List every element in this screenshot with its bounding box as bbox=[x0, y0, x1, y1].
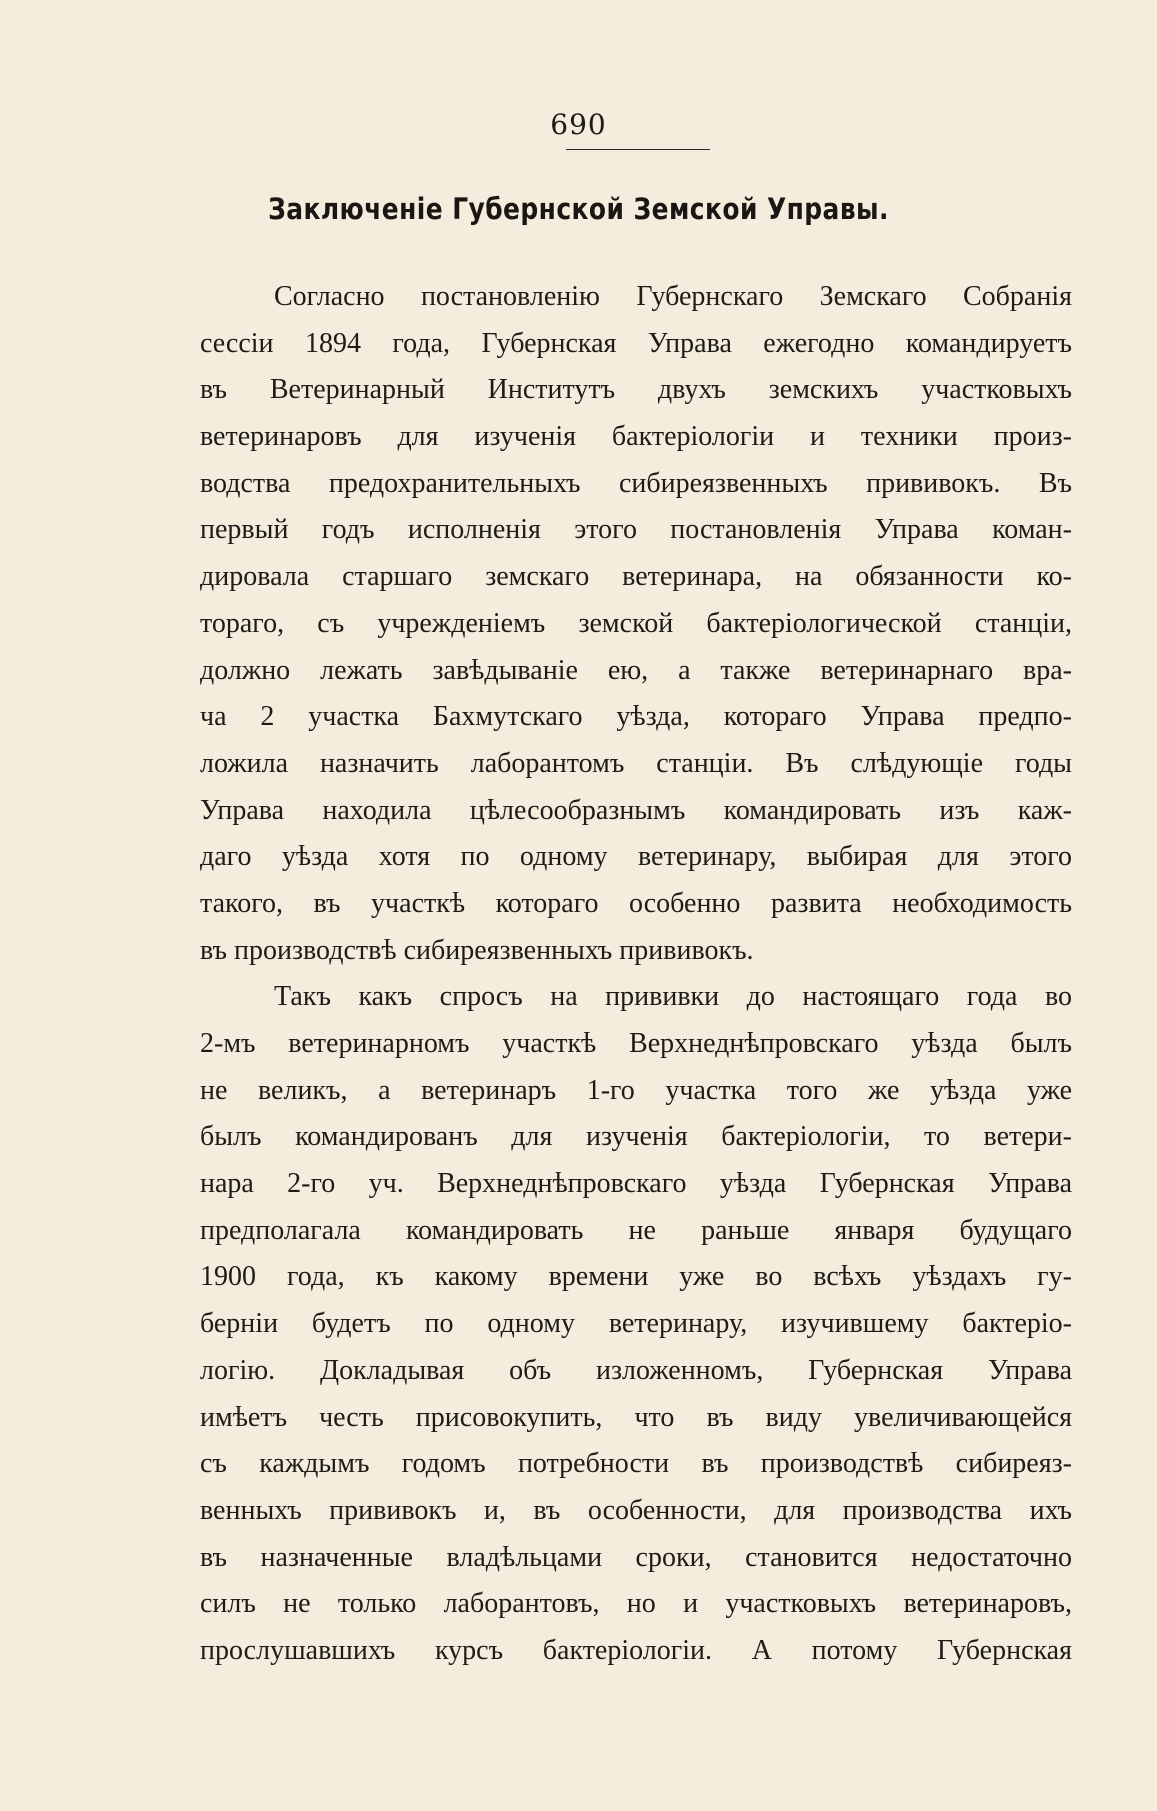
text-line: берніи будетъ по одному ветеринару, изучившему бактеріо- bbox=[200, 1308, 1072, 1340]
text-line: даго уѣзда хотя по одному ветеринару, выбирая для этого bbox=[200, 841, 1072, 873]
text-line: былъ командированъ для изученія бактеріологіи, то ветери- bbox=[200, 1121, 1072, 1153]
text-line: Согласно постановленію Губернскаго Земскаго Собранія bbox=[274, 281, 1072, 312]
text-line: не великъ, а ветеринаръ 1-го участка того же уѣзда уже bbox=[200, 1074, 1072, 1106]
text-line: Такъ какъ спросъ на прививки до настоящаго года во bbox=[274, 981, 1072, 1013]
text-line: съ каждымъ годомъ потребности въ производствѣ сибиреяз- bbox=[200, 1448, 1072, 1480]
text-line: предполагала командировать не раньше января будущаго bbox=[200, 1214, 1072, 1246]
text-line: должно лежать завѣдываніе ею, а также ветеринарнаго вра- bbox=[200, 654, 1072, 686]
text-line: дировала старшаго земскаго ветеринара, на обязанности ко- bbox=[200, 561, 1072, 593]
text-line: 2-мъ ветеринарномъ участкѣ Верхнеднѣпровскаго уѣзда былъ bbox=[200, 1028, 1072, 1059]
page-number: 690 bbox=[550, 108, 607, 141]
page-number-rule bbox=[566, 149, 710, 150]
text-line: въ производствѣ сибиреязвенныхъ прививокъ. bbox=[200, 934, 754, 966]
text-line: 1900 года, къ какому времени уже во всѣхъ уѣздахъ гу- bbox=[200, 1261, 1072, 1293]
text-line: силъ не только лаборантовъ, но и участковыхъ ветеринаровъ, bbox=[200, 1588, 1072, 1620]
text-line: сессіи 1894 года, Губернская Управа ежегодно командируетъ bbox=[200, 327, 1072, 359]
text-line: прослушавшихъ курсъ бактеріологіи. А потому Губернская bbox=[200, 1634, 1072, 1666]
text-line: ложила назначить лаборантомъ станціи. Въ слѣдующіе годы bbox=[200, 747, 1072, 779]
text-line: Управа находила цѣлесообразнымъ командировать изъ каж- bbox=[200, 794, 1072, 826]
text-line: первый годъ исполненія этого постановленія Управа коман- bbox=[200, 514, 1072, 546]
text-line: тораго, съ учрежденіемъ земской бактеріологической станціи, bbox=[200, 607, 1072, 639]
text-line: нара 2-го уч. Верхнеднѣпровскаго уѣзда Губернская Управа bbox=[200, 1168, 1072, 1200]
body-text bbox=[200, 274, 1072, 1675]
text-line: ветеринаровъ для изученія бактеріологіи и техники произ- bbox=[200, 421, 1072, 453]
text-line: ча 2 участка Бахмутскаго уѣзда, котораго Управа предпо- bbox=[200, 701, 1072, 733]
text-line: венныхъ прививокъ и, въ особенности, для производства ихъ bbox=[200, 1494, 1072, 1526]
text-line: логію. Докладывая объ изложенномъ, Губернская Управа bbox=[200, 1354, 1072, 1386]
text-line: водства предохранительныхъ сибиреязвенныхъ прививокъ. Въ bbox=[200, 467, 1072, 499]
text-line: въ Ветеринарный Институтъ двухъ земскихъ участковыхъ bbox=[200, 374, 1072, 406]
text-line: такого, въ участкѣ котораго особенно развита необходимость bbox=[200, 887, 1072, 919]
text-line: имѣетъ честь присовокупить, что въ виду увеличивающейся bbox=[200, 1401, 1072, 1433]
text-line: въ назначенные владѣльцами сроки, становится недостаточно bbox=[200, 1541, 1072, 1573]
section-heading: Заключеніе Губернской Земской Управы. bbox=[268, 192, 889, 226]
